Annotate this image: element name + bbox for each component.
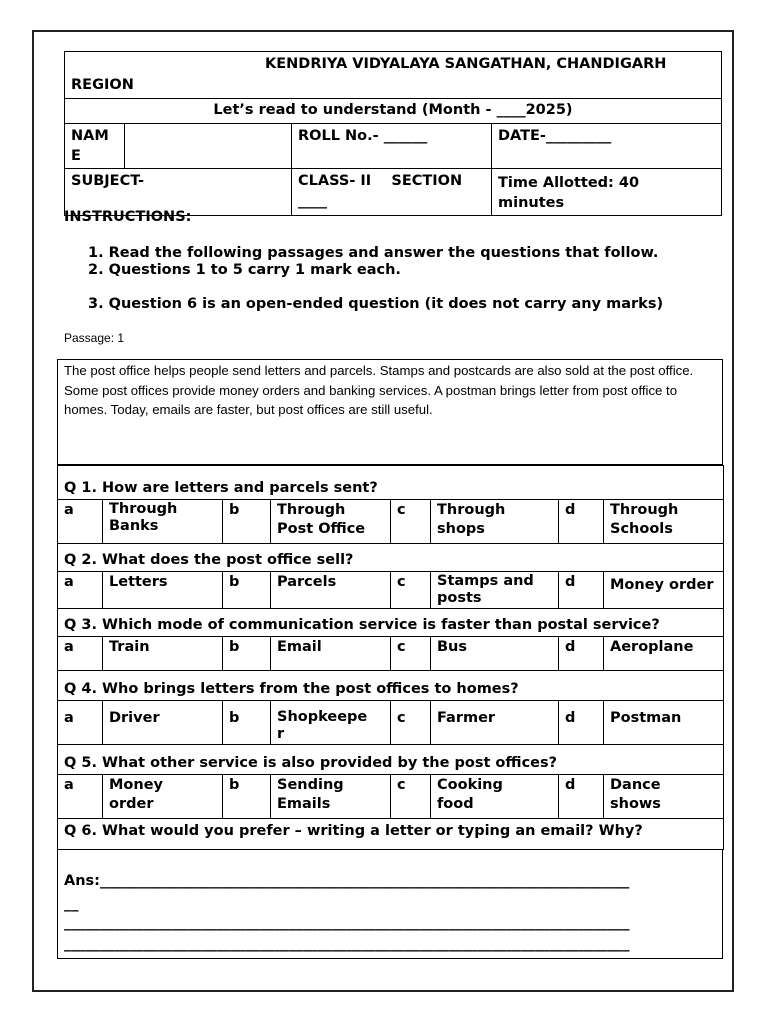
- question-6: Q 6. What would you prefer – writing a letter or typing an email? Why?: [58, 819, 724, 850]
- option-letter: a: [58, 572, 103, 609]
- option-text[interactable]: Through Schools: [604, 500, 724, 544]
- answer-line-4[interactable]: ______________________________________________________________________________: [64, 936, 630, 952]
- name-label: NAM E: [65, 124, 125, 169]
- question-2: Q 2. What does the post office sell?: [58, 544, 724, 572]
- option-text[interactable]: Farmer: [431, 701, 559, 745]
- org-title-line2: REGION: [71, 77, 134, 93]
- option-letter: c: [391, 637, 431, 671]
- question-5: Q 5. What other service is also provided by the post offices?: [58, 745, 724, 775]
- option-letter: c: [391, 572, 431, 609]
- option-text[interactable]: Bus: [431, 637, 559, 671]
- roll-no-field[interactable]: ROLL No.- ______: [292, 124, 492, 169]
- option-letter: d: [559, 572, 604, 609]
- option-letter: d: [559, 701, 604, 745]
- question-4: Q 4. Who brings letters from the post offices to homes?: [58, 671, 724, 701]
- option-letter: b: [223, 500, 271, 544]
- instruction-item-1: 1. Read the following passages and answer the questions that follow.: [88, 245, 659, 261]
- option-letter: d: [559, 775, 604, 819]
- option-letter: c: [391, 500, 431, 544]
- option-text[interactable]: Letters: [103, 572, 223, 609]
- question-3: Q 3. Which mode of communication service is faster than postal service?: [58, 609, 724, 637]
- worksheet-subtitle: Let’s read to understand (Month - ____2025): [65, 99, 722, 124]
- answer-line-2[interactable]: __: [64, 896, 79, 912]
- option-letter: a: [58, 637, 103, 671]
- option-text[interactable]: Email: [271, 637, 391, 671]
- option-text[interactable]: Parcels: [271, 572, 391, 609]
- time-allotted: Time Allotted: 40 minutes: [492, 169, 722, 216]
- option-text[interactable]: Dance shows: [604, 775, 724, 819]
- date-field[interactable]: DATE-_________: [492, 124, 722, 169]
- option-letter: a: [58, 775, 103, 819]
- passage-label: Passage: 1: [64, 331, 125, 345]
- class-section-field[interactable]: CLASS- II SECTION ____: [292, 169, 492, 216]
- option-text[interactable]: Through Post Office: [271, 500, 391, 544]
- option-text[interactable]: Driver: [103, 701, 223, 745]
- option-text[interactable]: Aeroplane: [604, 637, 724, 671]
- option-text[interactable]: Train: [103, 637, 223, 671]
- answer-line-3[interactable]: ______________________________________________________________________________: [64, 915, 630, 931]
- option-text[interactable]: Shopkeepe r: [271, 701, 391, 745]
- option-letter: b: [223, 637, 271, 671]
- option-letter: b: [223, 775, 271, 819]
- option-letter: d: [559, 500, 604, 544]
- option-letter: c: [391, 775, 431, 819]
- option-text[interactable]: Through shops: [431, 500, 559, 544]
- option-letter: b: [223, 572, 271, 609]
- option-text[interactable]: Stamps and posts: [431, 572, 559, 609]
- option-text[interactable]: Money order: [103, 775, 223, 819]
- option-text[interactable]: Money order: [604, 572, 724, 609]
- instructions-heading: INSTRUCTIONS:: [64, 209, 192, 225]
- option-text[interactable]: Through Banks: [103, 500, 223, 544]
- option-text[interactable]: Postman: [604, 701, 724, 745]
- option-text[interactable]: Sending Emails: [271, 775, 391, 819]
- option-letter: d: [559, 637, 604, 671]
- subject-field[interactable]: SUBJECT-: [65, 169, 292, 216]
- option-text[interactable]: Cooking food: [431, 775, 559, 819]
- name-field[interactable]: [125, 124, 292, 169]
- header-table: [64, 51, 722, 216]
- instruction-item-3: 3. Question 6 is an open-ended question (it does not carry any marks): [88, 296, 664, 312]
- option-letter: a: [58, 500, 103, 544]
- answer-line-1[interactable]: Ans:_________________________________________________________________________: [64, 873, 630, 889]
- option-letter: a: [58, 701, 103, 745]
- question-1: Q 1. How are letters and parcels sent?: [58, 466, 724, 500]
- option-letter: c: [391, 701, 431, 745]
- instruction-item-2: 2. Questions 1 to 5 carry 1 mark each.: [88, 262, 401, 278]
- questions-table: [57, 465, 724, 850]
- org-title-line1: KENDRIYA VIDYALAYA SANGATHAN, CHANDIGARH: [265, 56, 667, 72]
- option-letter: b: [223, 701, 271, 745]
- org-title-cell: [65, 52, 722, 99]
- passage-text: The post office helps people send letters and parcels. Stamps and postcards are also sold at the post office. Some post offices provide money orders and banking services. A postman brings letter from post office to homes. Today, emails are faster, but post offices are still useful.: [57, 359, 723, 465]
